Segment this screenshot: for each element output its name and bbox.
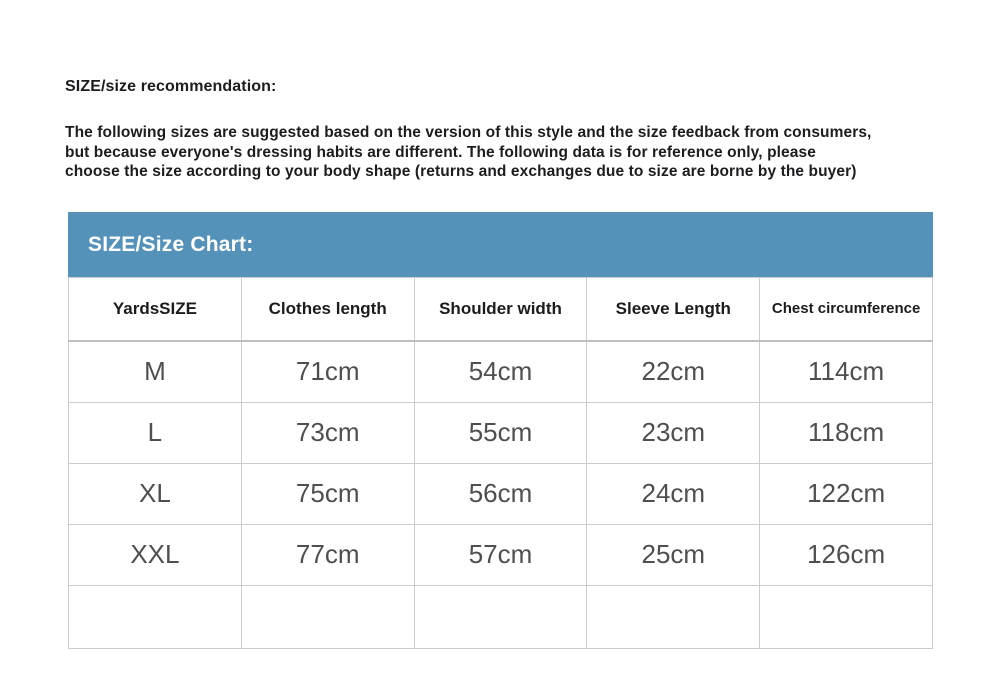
table-row-xl — [69, 463, 933, 524]
table-cell — [69, 585, 242, 648]
column-header-sleeve-length: Sleeve Length — [587, 277, 760, 341]
table-cell: XL — [69, 463, 242, 524]
table-cell — [241, 585, 414, 648]
table-cell — [760, 585, 933, 648]
column-header-size: YardsSIZE — [69, 277, 242, 341]
table-row-xxl — [69, 524, 933, 585]
table-cell: 71cm — [241, 341, 414, 403]
table-cell: XXL — [69, 524, 242, 585]
table-cell — [414, 585, 587, 648]
size-chart-section — [68, 212, 933, 649]
recommendation-line-2: but because everyone's dressing habits are different. The following data is for reference only, please — [65, 143, 816, 161]
table-cell: 126cm — [760, 524, 933, 585]
table-cell: 118cm — [760, 402, 933, 463]
column-header-chest-circumference: Chest circumference — [760, 277, 933, 341]
table-cell: 24cm — [587, 463, 760, 524]
size-recommendation-paragraph — [65, 123, 945, 182]
table-row-empty — [69, 585, 933, 648]
table-cell — [587, 585, 760, 648]
size-recommendation-heading: SIZE/size recommendation: — [65, 78, 277, 95]
recommendation-line-1: The following sizes are suggested based on the version of this style and the size feedback from consumers, — [65, 124, 872, 141]
table-cell: 77cm — [241, 524, 414, 585]
table-cell: 56cm — [414, 463, 587, 524]
table-cell: 22cm — [587, 341, 760, 403]
table-header-row — [69, 277, 933, 341]
recommendation-line-3: choose the size according to your body shape (returns and exchanges due to size are borne by the buyer) — [65, 163, 857, 180]
table-cell: M — [69, 341, 242, 403]
size-chart-table — [68, 277, 933, 649]
table-cell: 75cm — [241, 463, 414, 524]
table-cell: 122cm — [760, 463, 933, 524]
table-cell: 114cm — [760, 341, 933, 403]
column-header-shoulder-width: Shoulder width — [414, 277, 587, 341]
table-row-l — [69, 402, 933, 463]
table-cell: 25cm — [587, 524, 760, 585]
table-cell: 73cm — [241, 402, 414, 463]
table-cell: 55cm — [414, 402, 587, 463]
table-cell: 57cm — [414, 524, 587, 585]
table-cell: 23cm — [587, 402, 760, 463]
table-row-m — [69, 341, 933, 403]
table-cell: 54cm — [414, 341, 587, 403]
table-cell: L — [69, 402, 242, 463]
page-content — [65, 0, 945, 649]
size-chart-banner-title: SIZE/Size Chart: — [68, 212, 933, 277]
column-header-clothes-length: Clothes length — [241, 277, 414, 341]
